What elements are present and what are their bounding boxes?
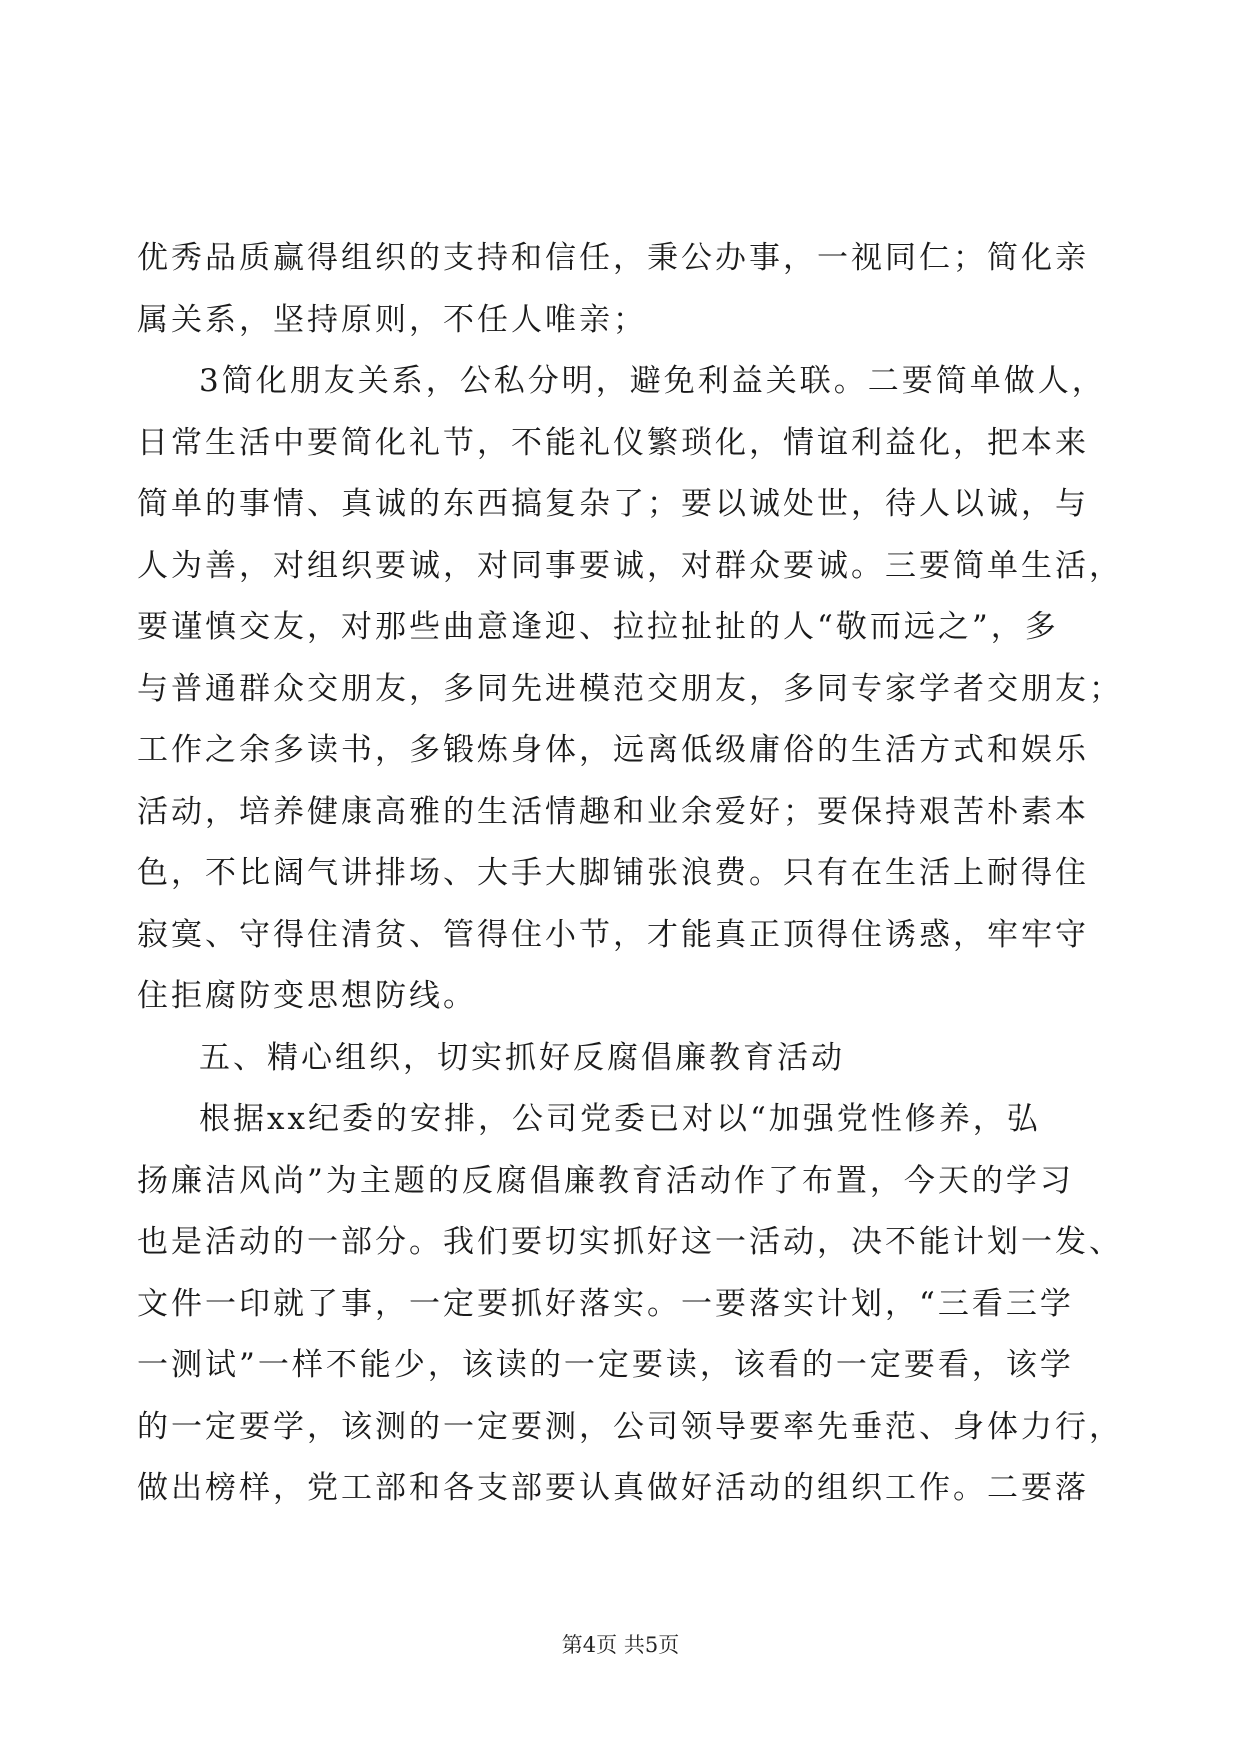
text-line: 一测试”一样不能少，该读的一定要读，该看的一定要看，该学 (137, 1347, 1074, 1383)
text-line: 与普通群众交朋友，多同先进模范交朋友，多同专家学者交朋友； (137, 670, 1123, 707)
text-line: 根据xx纪委的安排，公司党委已对以“加强党性修养，弘 (199, 1101, 1041, 1137)
text-line: 要谨慎交友，对那些曲意逢迎、拉拉扯扯的人“敬而远之”，多 (137, 609, 1059, 645)
text-line: 简单的事情、真诚的东西搞复杂了；要以诚处世，待人以诚，与 (137, 486, 1089, 522)
text-line: 扬廉洁风尚”为主题的反腐倡廉教育活动作了布置，今天的学习 (137, 1162, 1074, 1199)
text-line: 的一定要学，该测的一定要测，公司领导要率先垂范、身体力行， (137, 1408, 1123, 1445)
text-line: 做出榜样，党工部和各支部要认真做好活动的组织工作。二要落 (137, 1470, 1089, 1506)
text-line: 活动，培养健康高雅的生活情趣和业余爱好；要保持艰苦朴素本 (137, 793, 1089, 830)
text-line: 也是活动的一部分。我们要切实抓好这一活动，决不能计划一发、 (137, 1224, 1123, 1260)
text-line: 住拒腐防变思想防线。 (137, 978, 477, 1014)
text-line: 3简化朋友关系，公私分明，避免利益关联。二要简单做人， (199, 363, 1106, 399)
text-line: 寂寞、守得住清贫、管得住小节，才能真正顶得住诱惑，牢牢守 (137, 916, 1089, 953)
section-heading: 五、精心组织，切实抓好反腐倡廉教育活动 (199, 1039, 845, 1076)
text-line: 属关系，坚持原则，不任人唯亲； (137, 301, 647, 338)
text-line: 工作之余多读书，多锻炼身体，远离低级庸俗的生活方式和娱乐 (137, 732, 1089, 768)
page-number-footer: 第4页 共5页 (561, 1633, 680, 1657)
body-text (137, 228, 1123, 1520)
text-line: 日常生活中要简化礼节，不能礼仪繁琐化，情谊利益化，把本来 (137, 424, 1089, 461)
text-line: 人为善，对组织要诚，对同事要诚，对群众要诚。三要简单生活， (137, 547, 1123, 584)
text-line: 色，不比阔气讲排场、大手大脚铺张浪费。只有在生活上耐得住 (137, 855, 1089, 891)
text-line: 优秀品质赢得组织的支持和信任，秉公办事，一视同仁；简化亲 (137, 240, 1089, 276)
text-line: 文件一印就了事，一定要抓好落实。一要落实计划，“三看三学 (137, 1285, 1074, 1322)
